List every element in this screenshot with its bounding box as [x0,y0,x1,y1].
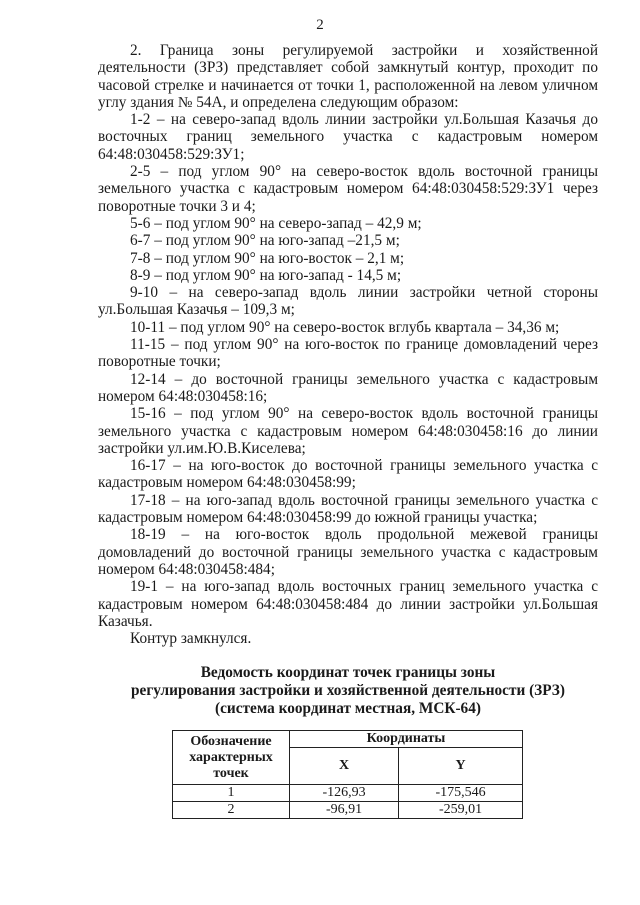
paragraph-segment-1-2: 1-2 – на северо-запад вдоль линии застройки ул.Большая Казачья до восточных границ земельного участка с кадастровым номером 64:48:030458:529:ЗУ1; [98,111,598,163]
paragraph-segment-2-5: 2-5 – под углом 90° на северо-восток вдоль восточной границы земельного участка с кадастровым номером 64:48:030458:529:ЗУ1 через поворотные точки 3 и 4; [98,163,598,215]
document-body [98,42,598,647]
paragraph-segment-18-19: 18-19 – на юго-восток вдоль продольной межевой границы домовладений до восточной границы земельного участка с кадастровым номером 64:48:030458:484; [98,526,598,578]
page-number: 2 [316,17,324,33]
header-coordinates: Координаты [290,731,523,748]
paragraph-segment-7-8: 7-8 – под углом 90° на юго-восток – 2,1 м; [130,249,405,267]
paragraph-closing: Контур замкнулся. [130,630,252,648]
paragraph-intro: 2. Граница зоны регулируемой застройки и хозяйственной деятельности (ЗРЗ) представляет собой замкнутый контур, проходит по часовой стрелке и начинается от точки 1, расположенной на левом уличном углу здания № 54А, и определена следующим образом: [98,42,598,111]
cell-point: 1 [173,785,290,802]
cell-x: -126,93 [290,785,399,802]
paragraph-segment-8-9: 8-9 – под углом 90° на юго-запад - 14,5 м; [130,266,402,284]
table-heading [98,664,598,718]
table-row [173,785,523,802]
cell-y: -175,546 [399,785,523,802]
header-x: X [290,748,399,785]
cell-point: 2 [173,802,290,819]
paragraph-segment-12-14: 12-14 – до восточной границы земельного участка с кадастровым номером 64:48:030458:16; [98,370,598,405]
paragraph-segment-10-11: 10-11 – под углом 90° на северо-восток вглубь квартала – 34,36 м; [130,318,560,336]
heading-line-1: Ведомость координат точек границы зоны [200,664,496,681]
heading-line-2: регулирования застройки и хозяйственной деятельности (ЗРЗ) [131,682,565,699]
header-y: Y [399,748,523,785]
header-point: Обозначение характерных точек [173,731,290,785]
paragraph-segment-17-18: 17-18 – на юго-запад вдоль восточной границы земельного участка с кадастровым номером 64:48:030458:99 до южной границы участка; [98,491,598,527]
table-row [173,802,523,819]
paragraph-segment-6-7: 6-7 – под углом 90° на юго-запад –21,5 м; [130,232,400,250]
paragraph-segment-19-1: 19-1 – на юго-запад вдоль восточных границ земельного участка с кадастровым номером 64:48:030458:484 до линии застройки ул.Большая Казачья. [98,578,598,630]
paragraph-segment-11-15: 11-15 – под углом 90° на юго-восток по границе домовладений через поворотные точки; [98,336,598,371]
coordinates-table [172,730,523,819]
paragraph-segment-9-10: 9-10 – на северо-запад вдоль линии застройки четной стороны ул.Большая Казачья – 109,3 м; [98,284,598,319]
paragraph-segment-15-16: 15-16 – под углом 90° на северо-восток вдоль восточной границы земельного участка с кадастровым номером 64:48:030458:16 до линии застройки ул.им.Ю.В.Киселева; [98,405,598,457]
paragraph-segment-5-6: 5-6 – под углом 90° на северо-запад – 42,9 м; [130,214,422,232]
heading-line-3: (система координат местная, МСК-64) [215,700,481,717]
cell-y: -259,01 [399,802,523,819]
paragraph-segment-16-17: 16-17 – на юго-восток до восточной границы земельного участка с кадастровым номером 64:48:030458:99; [98,457,598,492]
cell-x: -96,91 [290,802,399,819]
